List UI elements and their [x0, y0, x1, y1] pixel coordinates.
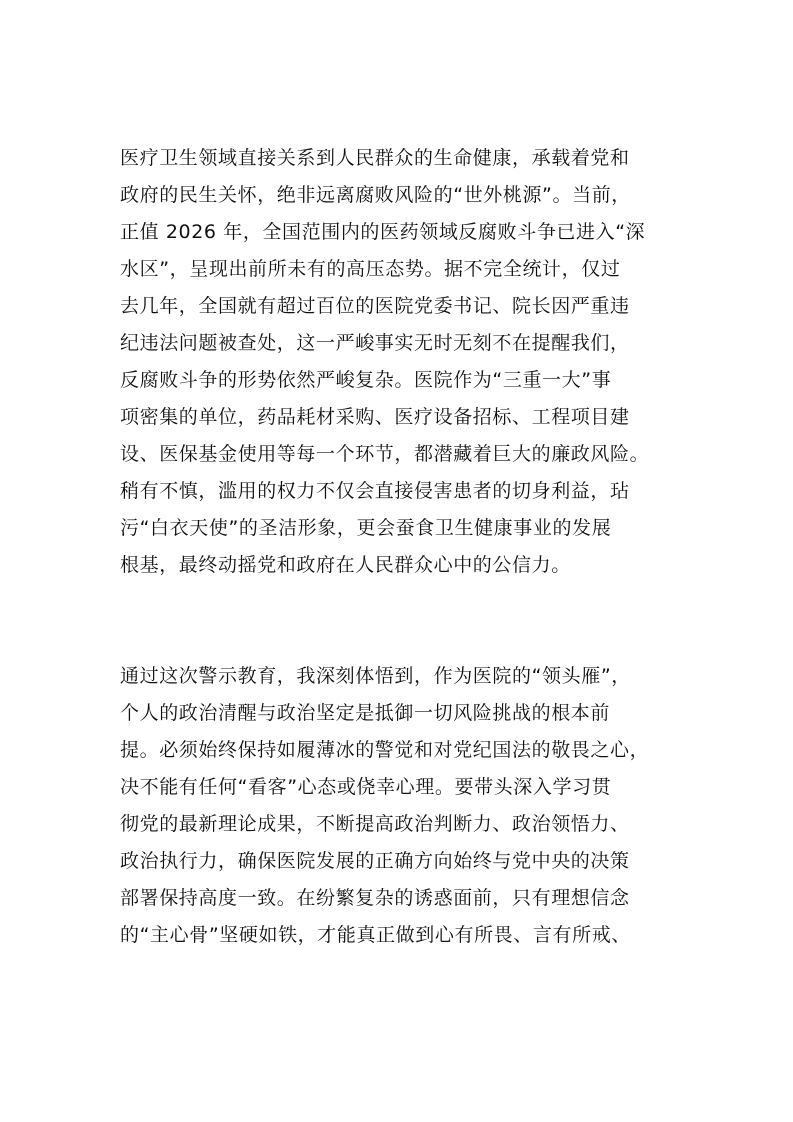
text-line: 水区”，呈现出前所未有的高压态势。据不完全统计，仅过 [120, 258, 621, 280]
text-line: 医疗卫生领域直接关系到人民群众的生命健康，承载着党和 [120, 147, 630, 169]
text-line: 的“主心骨”坚硬如铁，才能真正做到心有所畏、言有所戒、 [120, 924, 631, 946]
text-line: 反腐败斗争的形势依然严峻复杂。医院作为“三重一大”事 [120, 369, 612, 391]
text-line: 彻党的最新理论成果，不断提高政治判断力、政治领悟力、 [120, 813, 630, 835]
text-line: 政治执行力，确保医院发展的正确方向始终与党中央的决策 [120, 850, 630, 872]
text-line: 污“白衣天使”的圣洁形象，更会蚕食卫生健康事业的发展 [120, 517, 612, 539]
text-line: 提。必须始终保持如履薄冰的警觉和对党纪国法的敬畏之心， [120, 739, 650, 761]
text-line: 通过这次警示教育，我深刻体悟到，作为医院的“领头雁”， [120, 665, 631, 687]
text-line: 部署保持高度一致。在纷繁复杂的诱惑面前，只有理想信念 [120, 887, 630, 909]
text-line: 个人的政治清醒与政治坚定是抵御一切风险挑战的根本前 [120, 702, 611, 724]
text-line: 稍有不慎，滥用的权力不仅会直接侵害患者的切身利益，玷 [120, 480, 630, 502]
text-line: 纪违法问题被查处，这一严峻事实无时无刻不在提醒我们， [120, 332, 630, 354]
text-line: 设、医保基金使用等每一个环节，都潜藏着巨大的廉政风险。 [120, 443, 650, 465]
text-line: 去几年，全国就有超过百位的医院党委书记、院长因严重违 [120, 295, 630, 317]
text-line: 政府的民生关怀，绝非远离腐败风险的“世外桃源”。当前， [120, 184, 631, 206]
text-line: 正值 2026 年，全国范围内的医药领域反腐败斗争已进入“深 [120, 221, 646, 243]
text-line: 根基，最终动摇党和政府在人民群众心中的公信力。 [120, 554, 571, 576]
text-line: 决不能有任何“看客”心态或侥幸心理。要带头深入学习贯 [120, 776, 612, 798]
text-line: 项密集的单位，药品耗材采购、医疗设备招标、工程项目建 [120, 406, 630, 428]
